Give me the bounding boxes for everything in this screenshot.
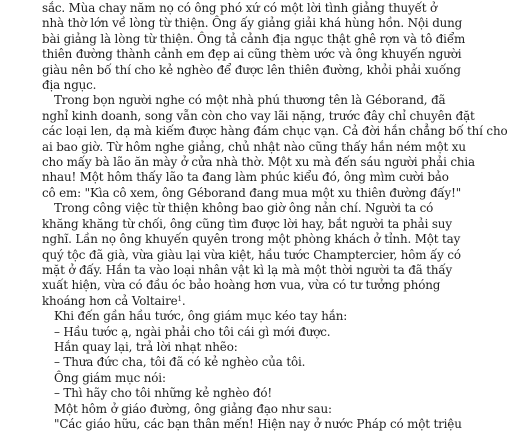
line-text: cô em: "Kìa cô xem, ông Géborand đang mua một xu thiên đường đấy!" bbox=[42, 185, 462, 200]
paragraph bbox=[42, 1, 466, 93]
line-text: – Thưa đức cha, tôi đã có kẻ nghèo của tôi. bbox=[54, 355, 306, 370]
text-line bbox=[42, 93, 446, 108]
text-line bbox=[42, 262, 453, 278]
text-line bbox=[42, 139, 466, 155]
text-line bbox=[42, 309, 388, 324]
line-text: giàu nên bố thí cho kẻ nghèo để được lên thiên đường, khỏi phải xuống bbox=[42, 62, 461, 77]
line-text: Hắn quay lại, trả lời nhạt nhẽo: bbox=[54, 339, 238, 354]
text-line bbox=[42, 278, 441, 293]
text-line bbox=[42, 31, 466, 47]
text-line bbox=[42, 170, 449, 185]
paragraph bbox=[42, 309, 462, 432]
text-line bbox=[42, 355, 388, 370]
text-line bbox=[42, 78, 388, 93]
text-line bbox=[42, 155, 475, 170]
text-line bbox=[42, 108, 475, 124]
line-text: khăng khăng từ chối, ông cũng tìm được lời hay, bắt người ta phải suy bbox=[42, 216, 452, 231]
text-line bbox=[42, 201, 434, 216]
text-line bbox=[42, 216, 452, 232]
line-text: Trong bọn người nghe có một nhà phú thương tên là Géborand, đã bbox=[54, 93, 446, 108]
text-line bbox=[42, 416, 462, 432]
line-text: các loại len, dạ mà kiếm được hàng đám chục vạn. Cả đời hắn chẳng bố thí cho bbox=[42, 124, 507, 139]
text-line bbox=[42, 16, 463, 31]
line-text: – Hầu tước ạ, ngài phải cho tôi cái gì mới được. bbox=[54, 324, 331, 339]
line-text: sắc. Mùa chay năm nọ có ông phó xứ có một lời tình giảng thuyết ở bbox=[42, 1, 438, 15]
line-text: bài giảng là lòng từ thiện. Ông tả cảnh địa ngục thật ghê rợn và tô điểm bbox=[42, 31, 466, 46]
line-text: nghĩ. Lần nọ ông khuyến quyên trong một phòng khách ở tỉnh. Một tay bbox=[42, 232, 461, 247]
text-line bbox=[42, 294, 388, 309]
text-line bbox=[42, 402, 388, 417]
text-line bbox=[42, 247, 461, 263]
footnote-marker[interactable]: 1 bbox=[177, 294, 182, 303]
text-line bbox=[42, 325, 388, 340]
line-text: thiên đường thành cảnh em đẹp ai cũng thèm ước và ông khuyến người bbox=[42, 47, 462, 62]
text-line bbox=[42, 371, 388, 386]
text-line bbox=[42, 185, 462, 201]
text-line bbox=[42, 62, 461, 78]
text-line bbox=[42, 47, 462, 62]
line-tail: . bbox=[181, 293, 186, 308]
line-text: nghỉ kinh doanh, song vẫn còn cho vay lãi nặng, trước đây chỉ chuyên đặt bbox=[42, 108, 475, 123]
text-line bbox=[42, 386, 388, 401]
line-text: nhà thờ lớn về lòng từ thiện. Ông ấy giảng giải khá hùng hồn. Nội dung bbox=[42, 16, 463, 31]
line-text: xuất hiện, vừa có đầu óc bảo hoàng hơn vua, vừa có tư tưởng phóng bbox=[42, 278, 441, 293]
line-text: địa ngục. bbox=[42, 78, 97, 93]
line-text: Một hôm ở giáo đường, ông giảng đạo như sau: bbox=[54, 401, 332, 416]
line-text: "Các giáo hữu, các bạn thân mến! Hiện nay ở nước Pháp có một triệu bbox=[54, 416, 462, 431]
line-text: cho mấy bà lão ăn mày ở cửa nhà thờ. Một xu mà đến sáu người phải chia bbox=[42, 155, 475, 170]
line-text: Trong công việc từ thiện không bao giờ ông nản chí. Người ta có bbox=[54, 201, 434, 216]
paragraph bbox=[42, 201, 461, 309]
body-text bbox=[42, 1, 507, 432]
line-text: ai bao giờ. Từ hôm nghe giảng, chủ nhật nào cũng thấy hắn ném một xu bbox=[42, 139, 466, 154]
line-text: mặt ở đấy. Hắn ta vào loại nhân vật kì lạ mà một thời người ta đã thấy bbox=[42, 262, 453, 277]
line-text: nhau! Một hôm thấy lão ta đang làm phúc kiểu đó, ông mìm cười bảo bbox=[42, 170, 449, 185]
line-text: quý tộc đã già, vừa giàu lại vừa kiệt, hầu tước Champtercier, hôm ấy có bbox=[42, 247, 461, 262]
line-text: Khi đến gần hầu tước, ông giám mục kéo tay hắn: bbox=[54, 309, 348, 324]
text-line bbox=[42, 340, 388, 355]
line-text: khoáng hơn cả Voltaire bbox=[42, 293, 178, 308]
text-line bbox=[42, 1, 438, 16]
text-line bbox=[42, 232, 461, 247]
text-line bbox=[42, 124, 507, 139]
line-text: Ông giám mục nói: bbox=[54, 370, 166, 385]
line-text: – Thì hãy cho tôi những kẻ nghèo đó! bbox=[54, 386, 273, 401]
paragraph bbox=[42, 93, 507, 201]
